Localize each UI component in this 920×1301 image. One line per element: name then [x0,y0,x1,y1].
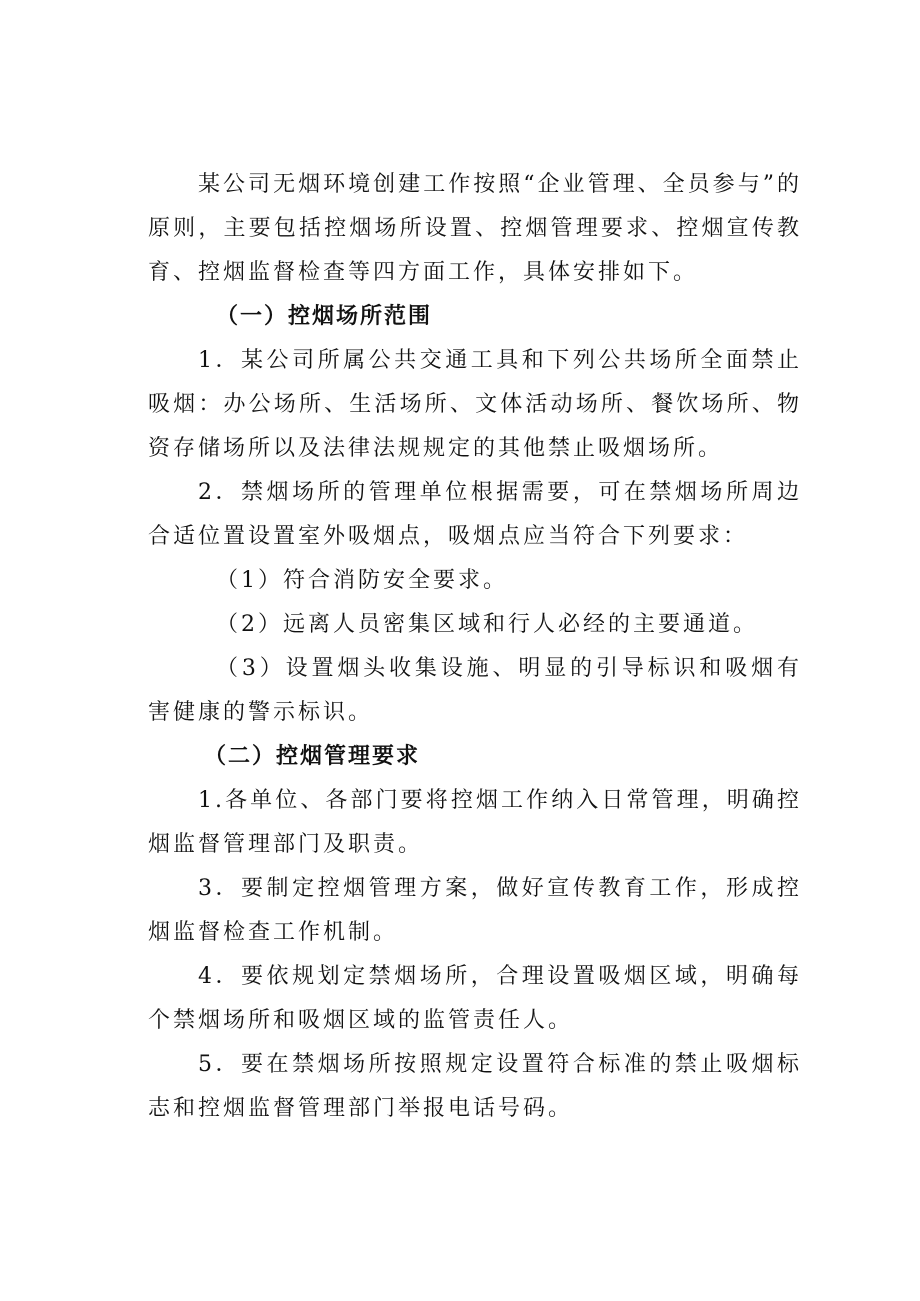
section-heading-2: （二）控烟管理要求 [204,744,421,769]
section1-subitem-3: （3）设置烟头收集设施、明显的引导标识和吸烟有害健康的警示标识。 [148,656,802,725]
section2-item-4: 4．要依规划定禁烟场所，合理设置吸烟区域，明确每个禁烟场所和吸烟区域的监管责任人。 [148,964,802,1033]
section2-item-3: 3．要制定控烟管理方案，做好宣传教育工作，形成控烟监督检查工作机制。 [148,876,802,945]
section1-subitem-1: （1）符合消防安全要求。 [216,568,508,593]
section-heading-1: （一）控烟场所范围 [216,304,433,329]
section1-item-2: 2．禁烟场所的管理单位根据需要，可在禁烟场所周边合适位置设置室外吸烟点，吸烟点应当符合下列要求： [148,480,802,549]
document-body [148,163,802,1131]
section1-subitem-2: （2）远离人员密集区域和行人必经的主要通道。 [216,612,758,637]
intro-paragraph: 某公司无烟环境创建工作按照“企业管理、全员参与”的原则，主要包括控烟场所设置、控烟管理要求、控烟宣传教育、控烟监督检查等四方面工作，具体安排如下。 [148,172,802,285]
section1-item-1: 1．某公司所属公共交通工具和下列公共场所全面禁止吸烟：办公场所、生活场所、文体活动场所、餐饮场所、物资存储场所以及法律法规规定的其他禁止吸烟场所。 [148,348,802,461]
section2-item-5: 5．要在禁烟场所按照规定设置符合标准的禁止吸烟标志和控烟监督管理部门举报电话号码。 [148,1052,802,1121]
section2-item-1: 1.各单位、各部门要将控烟工作纳入日常管理，明确控烟监督管理部门及职责。 [148,788,802,857]
